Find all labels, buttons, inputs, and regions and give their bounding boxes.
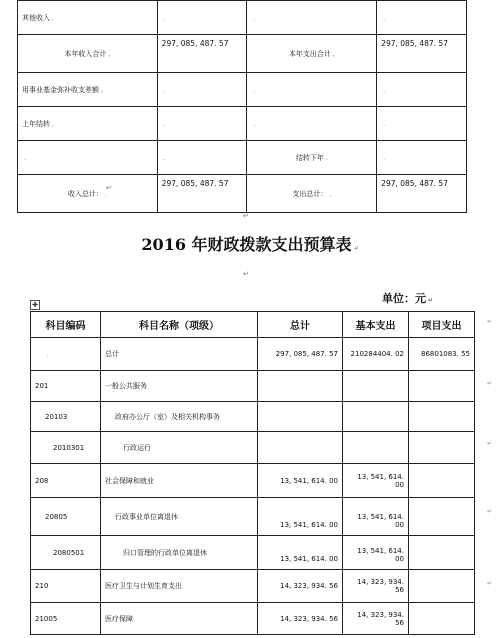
project-cell xyxy=(409,432,475,464)
project-cell xyxy=(409,464,475,498)
expense-value: 297, 085, 487. 57 xyxy=(377,175,467,213)
table-header-row xyxy=(31,312,475,338)
table-move-handle-icon[interactable]: ✚ xyxy=(30,300,40,310)
code-cell: . xyxy=(31,338,101,371)
basic-cell: 14, 323, 934. 56 xyxy=(343,570,409,603)
expense-value: . xyxy=(377,107,467,141)
project-cell xyxy=(409,498,475,536)
basic-cell xyxy=(343,432,409,464)
total-cell: 14, 323, 934. 56 xyxy=(258,603,343,635)
code-cell: 2080501 xyxy=(31,536,101,570)
paragraph-mark: ↵ xyxy=(243,212,249,220)
header-name: 科目名称（项级） xyxy=(101,312,258,338)
header-basic: 基本支出 xyxy=(343,312,409,338)
name-cell: 政府办公厅（室）及相关机构事务 xyxy=(101,402,258,432)
basic-cell: 13, 541, 614. 00 xyxy=(343,464,409,498)
expense-label: . xyxy=(247,1,377,35)
expense-label: . xyxy=(247,73,377,107)
basic-cell: 13, 541, 614. 00 xyxy=(343,536,409,570)
row-label: 本年收入合计 , xyxy=(18,35,158,73)
table-row xyxy=(31,402,475,432)
table-row xyxy=(18,141,467,175)
table-row xyxy=(31,603,475,635)
total-cell: 13, 541, 614. 00 xyxy=(258,464,343,498)
income-value: . xyxy=(157,141,247,175)
total-cell xyxy=(258,432,343,464)
project-cell xyxy=(409,402,475,432)
code-cell: 201 xyxy=(31,371,101,402)
row-end-mark: ↵ xyxy=(487,580,493,587)
project-cell: 86801083. 55 xyxy=(409,338,475,371)
row-label: . xyxy=(18,141,158,175)
expense-label: . xyxy=(247,107,377,141)
name-cell: 一般公共服务 xyxy=(101,371,258,402)
row-label: 上年结转 , xyxy=(18,107,158,141)
row-label: 用事业基金弥补收支差额 , xyxy=(18,73,158,107)
project-cell xyxy=(409,371,475,402)
income-value: . xyxy=(157,73,247,107)
name-cell: 医疗卫生与计划生育支出 xyxy=(101,570,258,603)
name-cell: 行政运行 xyxy=(101,432,258,464)
table-row xyxy=(31,338,475,371)
income-value: . xyxy=(157,107,247,141)
code-cell: 2010301 xyxy=(31,432,101,464)
expense-label: 结转下年 . xyxy=(247,141,377,175)
expense-value: . xyxy=(377,141,467,175)
name-cell: 行政事业单位离退休 xyxy=(101,498,258,536)
expense-value: 297, 085, 487. 57 xyxy=(377,35,467,73)
name-cell: 总计 xyxy=(101,338,258,371)
project-cell xyxy=(409,570,475,603)
total-cell: 13, 541, 614. 00 xyxy=(258,498,343,536)
table-row xyxy=(31,536,475,570)
total-cell: 13, 541, 614. 00 xyxy=(258,536,343,570)
total-cell: 297, 085, 487. 57 xyxy=(258,338,343,371)
name-cell: 社会保障和就业 xyxy=(101,464,258,498)
paragraph-mark: ↵ xyxy=(106,184,112,192)
basic-cell: 210284404. 02 xyxy=(343,338,409,371)
row-end-mark: ↵ xyxy=(487,508,493,515)
table-row xyxy=(18,73,467,107)
table-row xyxy=(31,371,475,402)
row-label: 其他收入 , xyxy=(18,1,158,35)
table-row xyxy=(31,570,475,603)
table-row xyxy=(31,498,475,536)
expense-value: . xyxy=(377,73,467,107)
table-row xyxy=(18,107,467,141)
header-project: 项目支出 xyxy=(409,312,475,338)
unit-label: 单位：元 ↵ xyxy=(382,292,434,305)
table-row xyxy=(18,1,467,35)
table-row xyxy=(31,432,475,464)
income-expense-summary-table xyxy=(17,0,467,213)
code-cell: 210 xyxy=(31,570,101,603)
total-cell: 14, 323, 934. 56 xyxy=(258,570,343,603)
income-value: 297, 085, 487. 57 xyxy=(157,175,247,213)
page-title: 2016 年财政拨款支出预算表 ↵ xyxy=(141,235,359,254)
name-cell: 归口管理的行政单位离退休 xyxy=(101,536,258,570)
income-value: . xyxy=(157,1,247,35)
income-value: 297, 085, 487. 57 xyxy=(157,35,247,73)
table-row xyxy=(31,464,475,498)
total-cell xyxy=(258,402,343,432)
basic-cell: 13, 541, 614. 00 xyxy=(343,498,409,536)
row-end-mark: ↵ xyxy=(487,440,493,447)
paragraph-mark: ↵ xyxy=(243,270,249,278)
budget-expenditure-table xyxy=(30,311,475,635)
expense-label: 支出总计： . xyxy=(247,175,377,213)
name-cell: 医疗保障 xyxy=(101,603,258,635)
header-code: 科目编码 xyxy=(31,312,101,338)
row-end-mark: ↵ xyxy=(487,380,493,387)
basic-cell: 14, 323, 934. 56 xyxy=(343,603,409,635)
basic-cell xyxy=(343,371,409,402)
table-row xyxy=(18,35,467,73)
row-end-mark: ↵ xyxy=(487,318,493,325)
project-cell xyxy=(409,536,475,570)
code-cell: 208 xyxy=(31,464,101,498)
expense-value: . xyxy=(377,1,467,35)
row-label: 收入总计： . xyxy=(18,175,158,213)
project-cell xyxy=(409,603,475,635)
basic-cell xyxy=(343,402,409,432)
table-row xyxy=(18,175,467,213)
header-total: 总计 xyxy=(258,312,343,338)
expense-label: 本年支出合计 , xyxy=(247,35,377,73)
code-cell: 20103 xyxy=(31,402,101,432)
total-cell xyxy=(258,371,343,402)
code-cell: 20805 xyxy=(31,498,101,536)
code-cell: 21005 xyxy=(31,603,101,635)
